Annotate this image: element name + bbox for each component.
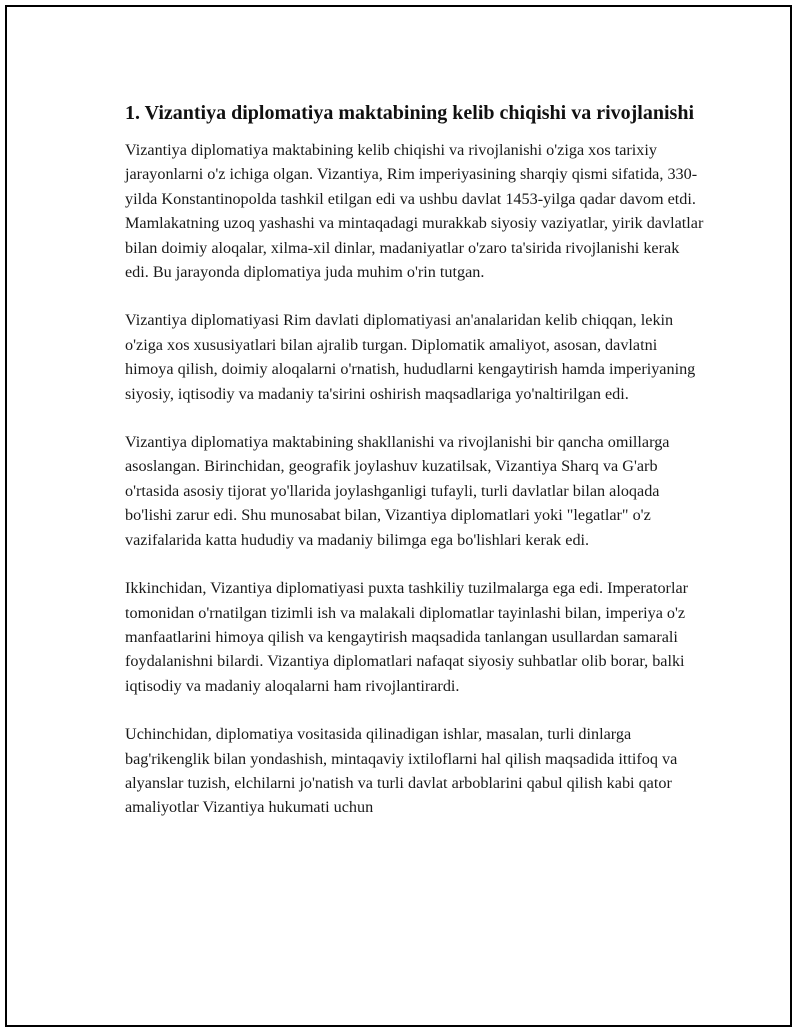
section-heading: 1. Vizantiya diplomatiya maktabining kelib chiqishi va rivojlanishi — [125, 102, 695, 124]
paragraph-4: Ikkinchidan, Vizantiya diplomatiyasi puxta tashkiliy tuzilmalarga ega edi. Imperatorlar tomonidan o'rnatilgan tizimli ish va malakali diplomatlar tayinlashi bilan, imperiya o'z manfaatlarini himoya qilish va kengaytirish maqsadida tanlangan usullardan samarali foydalanishni bilardi. Vizantiya diplomatlari nafaqat siyosiy suhbatlar olib borar, balki iqtisodiy va madaniy aloqalarni ham rivojlantirardi. — [125, 579, 689, 695]
paragraph-1: Vizantiya diplomatiya maktabining kelib chiqishi va rivojlanishi o'ziga xos tarixiy jarayonlarni o'z ichiga olgan. Vizantiya, Rim imperiyasining sharqiy qismi sifatida, 330-yilda Konstantinopolda tashkil etilgan edi va ushbu davlat 1453-yilga qadar davom etdi. Mamlakatning uzoq yashashi va mintaqadagi murakkab siyosiy vaziyatlar, yirik davlatlar bilan doimiy aloqalar, xilma-xil dinlar, madaniyatlar o'zaro ta'sirida rivojlanishi kerak edi. Bu jarayonda diplomatiya juda muhim o'rin tutgan. — [125, 141, 704, 282]
paragraph-5: Uchinchidan, diplomatiya vositasida qilinadigan ishlar, masalan, turli dinlarga bag'rikenglik bilan yondashish, mintaqaviy ixtiloflarni hal qilish maqsadida ittifoq va alyanslar tuzish, elchilarni jo'natish va turli davlat arboblarini qabul qilish kabi qator amaliyotlar Vizantiya hukumati uchun — [125, 725, 678, 817]
paragraph-3: Vizantiya diplomatiya maktabining shakllanishi va rivojlanishi bir qancha omillarga asoslangan. Birinchidan, geografik joylashuv kuzatilsak, Vizantiya Sharq va G'arb o'rtasida asosiy tijorat yo'llarida joylashganligi tufayli, turli davlatlar bilan aloqada bo'lishi zarur edi. Shu munosabat bilan, Vizantiya diplomatlari yoki "legatlar" o'z vazifalarida katta hududiy va madaniy bilimga ega bo'lishlari kerak edi. — [125, 433, 670, 549]
paragraph-2: Vizantiya diplomatiyasi Rim davlati diplomatiyasi an'analaridan kelib chiqqan, lekin o'ziga xos xususiyatlari bilan ajralib turgan. Diplomatik amaliyot, asosan, davlatni himoya qilish, doimiy aloqalarni o'rnatish, hududlarni kengaytirish hamda imperiyaning siyosiy, iqtisodiy va madaniy ta'sirini oshirish maqsadlariga yo'naltirilgan edi. — [125, 311, 696, 403]
page-frame — [5, 5, 792, 1027]
document-body — [125, 99, 705, 844]
